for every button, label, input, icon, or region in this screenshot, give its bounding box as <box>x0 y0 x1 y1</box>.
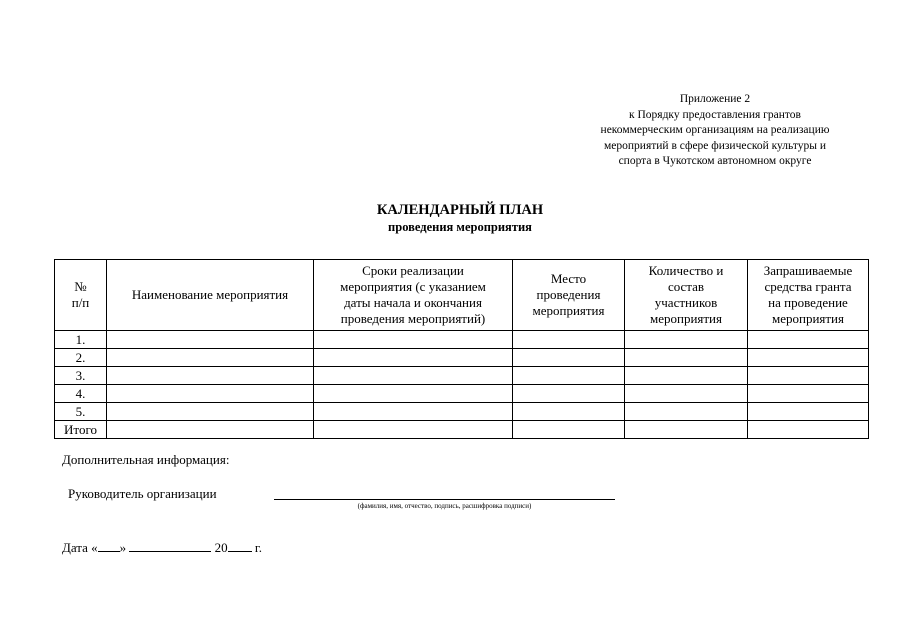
title-main: КАЛЕНДАРНЫЙ ПЛАН <box>376 202 544 218</box>
row-number: 5. <box>55 403 107 421</box>
date-line <box>62 539 262 556</box>
header-dates: Сроки реализации мероприятия (с указанием даты начала и окончания проведения мероприятий) <box>314 260 513 331</box>
cell-grant-funds[interactable] <box>748 331 869 349</box>
table-row <box>55 385 869 403</box>
table-row <box>55 331 869 349</box>
cell-place[interactable] <box>513 403 625 421</box>
row-total-label: Итого <box>55 421 107 439</box>
cell-place[interactable] <box>513 421 625 439</box>
additional-info-label: Дополнительная информация: <box>62 452 230 467</box>
cell-dates[interactable] <box>314 331 513 349</box>
cell-dates[interactable] <box>314 349 513 367</box>
appendix-line: Приложение 2 <box>679 93 751 105</box>
cell-event-name[interactable] <box>107 367 314 385</box>
row-number: 2. <box>55 349 107 367</box>
cell-place[interactable] <box>513 331 625 349</box>
cell-place[interactable] <box>513 385 625 403</box>
row-number: 4. <box>55 385 107 403</box>
cell-event-name[interactable] <box>107 421 314 439</box>
appendix-line: спорта в Чукотском автономном округе <box>618 155 812 167</box>
date-month-blank[interactable] <box>129 539 211 552</box>
cell-grant-funds[interactable] <box>748 421 869 439</box>
header-participants: Количество и состав участников мероприятия <box>625 260 748 331</box>
date-day-blank[interactable] <box>98 539 120 552</box>
cell-participants[interactable] <box>625 349 748 367</box>
cell-grant-funds[interactable] <box>748 385 869 403</box>
appendix-line: к Порядку предоставления грантов <box>629 108 801 121</box>
cell-event-name[interactable] <box>107 331 314 349</box>
cell-dates[interactable] <box>314 403 513 421</box>
cell-grant-funds[interactable] <box>748 403 869 421</box>
appendix-line: мероприятий в сфере физической культуры и <box>604 139 826 152</box>
cell-event-name[interactable] <box>107 349 314 367</box>
header-place: Место проведения мероприятия <box>513 260 625 331</box>
date-year-prefix: 20 <box>214 540 228 555</box>
cell-event-name[interactable] <box>107 385 314 403</box>
cell-place[interactable] <box>513 367 625 385</box>
cell-grant-funds[interactable] <box>748 367 869 385</box>
header-number: № п/п <box>55 260 107 331</box>
signature-caption: (фамилия, имя, отчество, подпись, расшифровка подписи) <box>357 502 532 510</box>
table-row-total <box>55 421 869 439</box>
cell-participants[interactable] <box>625 421 748 439</box>
title-sub: проведения мероприятия <box>388 220 532 234</box>
table-row <box>55 367 869 385</box>
cell-participants[interactable] <box>625 385 748 403</box>
date-label: Дата « <box>62 540 98 555</box>
row-number: 3. <box>55 367 107 385</box>
cell-participants[interactable] <box>625 331 748 349</box>
cell-place[interactable] <box>513 349 625 367</box>
header-grant-funds: Запрашиваемые средства гранта на проведение мероприятия <box>748 260 869 331</box>
appendix-block <box>570 92 860 170</box>
cell-event-name[interactable] <box>107 403 314 421</box>
date-year-blank[interactable] <box>228 539 252 552</box>
document-title <box>0 202 905 236</box>
table-row <box>55 403 869 421</box>
cell-participants[interactable] <box>625 367 748 385</box>
table-header-row <box>55 260 869 331</box>
cell-grant-funds[interactable] <box>748 349 869 367</box>
appendix-line: некоммерческим организациям на реализацию <box>600 124 830 136</box>
header-event-name: Наименование мероприятия <box>107 260 314 331</box>
organization-head-label: Руководитель организации <box>68 486 217 501</box>
date-quote-close: » <box>119 540 127 555</box>
cell-dates[interactable] <box>314 367 513 385</box>
cell-participants[interactable] <box>625 403 748 421</box>
table-row <box>55 349 869 367</box>
cell-dates[interactable] <box>314 421 513 439</box>
date-year-suffix: г. <box>254 540 263 555</box>
signature-line[interactable] <box>274 499 615 500</box>
cell-dates[interactable] <box>314 385 513 403</box>
calendar-plan-table <box>54 259 869 439</box>
row-number: 1. <box>55 331 107 349</box>
